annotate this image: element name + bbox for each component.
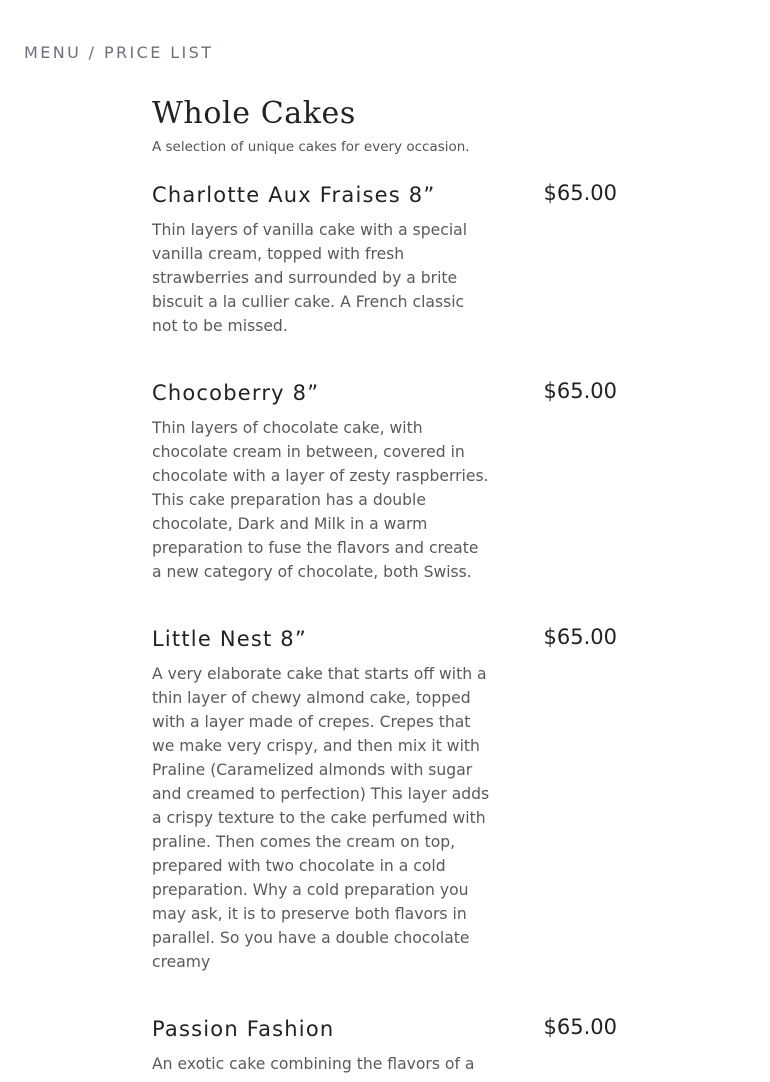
menu-item-name: Charlotte Aux Fraises 8” (152, 183, 436, 207)
section-subtitle: A selection of unique cakes for every occasion. (152, 139, 470, 155)
menu-item-list (152, 180, 622, 1082)
menu-item-name: Little Nest 8” (152, 627, 307, 651)
menu-item-name: Passion Fashion (152, 1017, 335, 1041)
menu-item (152, 180, 622, 338)
menu-item (152, 1014, 622, 1076)
menu-item-price: $65.00 (543, 1015, 617, 1039)
breadcrumb[interactable]: MENU / PRICE LIST (24, 43, 214, 62)
menu-item-name: Chocoberry 8” (152, 381, 320, 405)
menu-item (152, 378, 622, 584)
section-title: Whole Cakes (152, 96, 356, 131)
menu-item-description: Thin layers of vanilla cake with a special vanilla cream, topped with fresh strawberries and surrounded by a brite biscuit a la cullier cake. A French classic not to be missed. (152, 221, 468, 335)
section-header (152, 94, 622, 156)
menu-item-price: $65.00 (543, 625, 617, 649)
menu-item-description: An exotic cake combining the flavors of a (152, 1055, 475, 1073)
menu-item-price: $65.00 (543, 379, 617, 403)
menu-item-price: $65.00 (543, 181, 617, 205)
menu-item-description: Thin layers of chocolate cake, with chocolate cream in between, covered in chocolate with a layer of zesty raspberries. This cake preparation has a double chocolate, Dark and Milk in a warm preparation to fuse the flavors and create a new category of chocolate, both Swiss. (152, 419, 489, 581)
menu-item (152, 624, 622, 974)
menu-item-description: A very elaborate cake that starts off with a thin layer of chewy almond cake, topped with a layer made of crepes. Crepes that we make very crispy, and then mix it with Praline (Caramelized almonds with sugar and creamed to perfection) This layer adds a crispy texture to the cake perfumed with praline. Then comes the cream on top, prepared with two chocolate in a cold preparation. Why a cold preparation you may ask, it is to preserve both flavors in parallel. So you have a double chocolate creamy (152, 665, 490, 971)
